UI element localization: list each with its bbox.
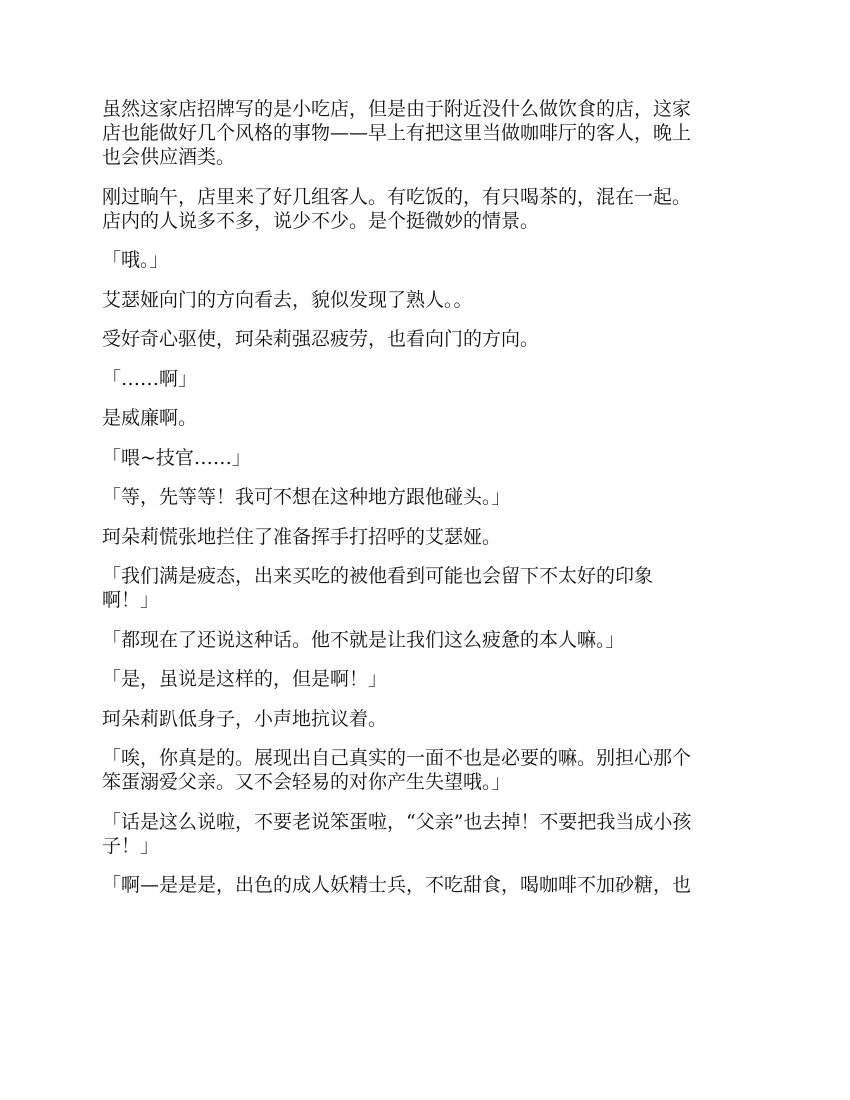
- text-line: 受好奇心驱使，珂朵莉强忍疲劳，也看向门的方向。: [102, 328, 540, 350]
- paragraph: [102, 707, 752, 731]
- text-line: 也会供应酒类。: [102, 146, 236, 168]
- text-line: 珂朵莉慌张地拦住了准备挥手打招呼的艾瑟娅。: [102, 525, 502, 548]
- text-line: 店内的人说多不多，说少不少。是个挺微妙的情景。: [102, 209, 540, 232]
- text-line: 「是，虽说是这样的，但是啊！」: [102, 668, 388, 690]
- text-line: 「……啊」: [102, 367, 198, 390]
- paragraph: [102, 873, 752, 897]
- paragraph: [102, 810, 752, 858]
- text-line: 「等，先等等！我可不想在这种地方跟他碰头。」: [102, 486, 511, 508]
- text-line: 刚过晌午，店里来了好几组客人。有吃饭的，有只喝茶的，混在一起。: [102, 185, 692, 208]
- text-line: 笨蛋溺爱父亲。又不会轻易的对你产生失望哦。」: [102, 771, 511, 793]
- paragraph: [102, 446, 752, 470]
- paragraph: [102, 97, 752, 169]
- text-line: 艾瑟娅向门的方向看去，貌似发现了熟人。。: [102, 288, 473, 311]
- text-line: 「喂~技官……」: [102, 446, 251, 469]
- text-line: 「话是这么说啦，不要老说笨蛋啦，“父亲”也去掉！不要把我当成小孩: [102, 810, 692, 833]
- text-line: 「我们满是疲态，出来买吃的被他看到可能也会留下不太好的印象: [102, 565, 654, 587]
- paragraph: [102, 327, 752, 351]
- paragraph: [102, 485, 752, 509]
- text-line: 「啊—是是是，出色的成人妖精士兵，不吃甜食，喝咖啡不加砂糖，也: [102, 874, 692, 896]
- paragraph: [102, 564, 752, 612]
- paragraph: [102, 367, 752, 391]
- paragraph: [102, 746, 752, 794]
- paragraph: [102, 288, 752, 312]
- text-line: 虽然这家店招牌写的是小吃店，但是由于附近没什么做饮食的店，这家: [102, 98, 692, 120]
- text-line: 珂朵莉趴低身子，小声地抗议着。: [102, 707, 388, 730]
- text-line: 啊！」: [102, 589, 160, 611]
- text-line: 店也能做好几个风格的事物——早上有把这里当做咖啡厅的客人，晚上: [102, 122, 692, 144]
- text-line: 「哦。」: [102, 249, 169, 271]
- text-line: 「都现在了还说这种话。他不就是让我们这么疲惫的本人嘛。」: [102, 628, 625, 651]
- paragraph: [102, 628, 752, 652]
- paragraph: [102, 248, 752, 272]
- paragraph: [102, 667, 752, 691]
- text-line: 「唉，你真是的。展现出自己真实的一面不也是必要的嘛。别担心那个: [102, 747, 692, 769]
- text-line: 是威廉啊。: [102, 407, 198, 429]
- paragraph: [102, 525, 752, 549]
- document-page: [102, 97, 752, 913]
- paragraph: [102, 185, 752, 233]
- paragraph: [102, 406, 752, 430]
- text-line: 子！」: [102, 834, 160, 857]
